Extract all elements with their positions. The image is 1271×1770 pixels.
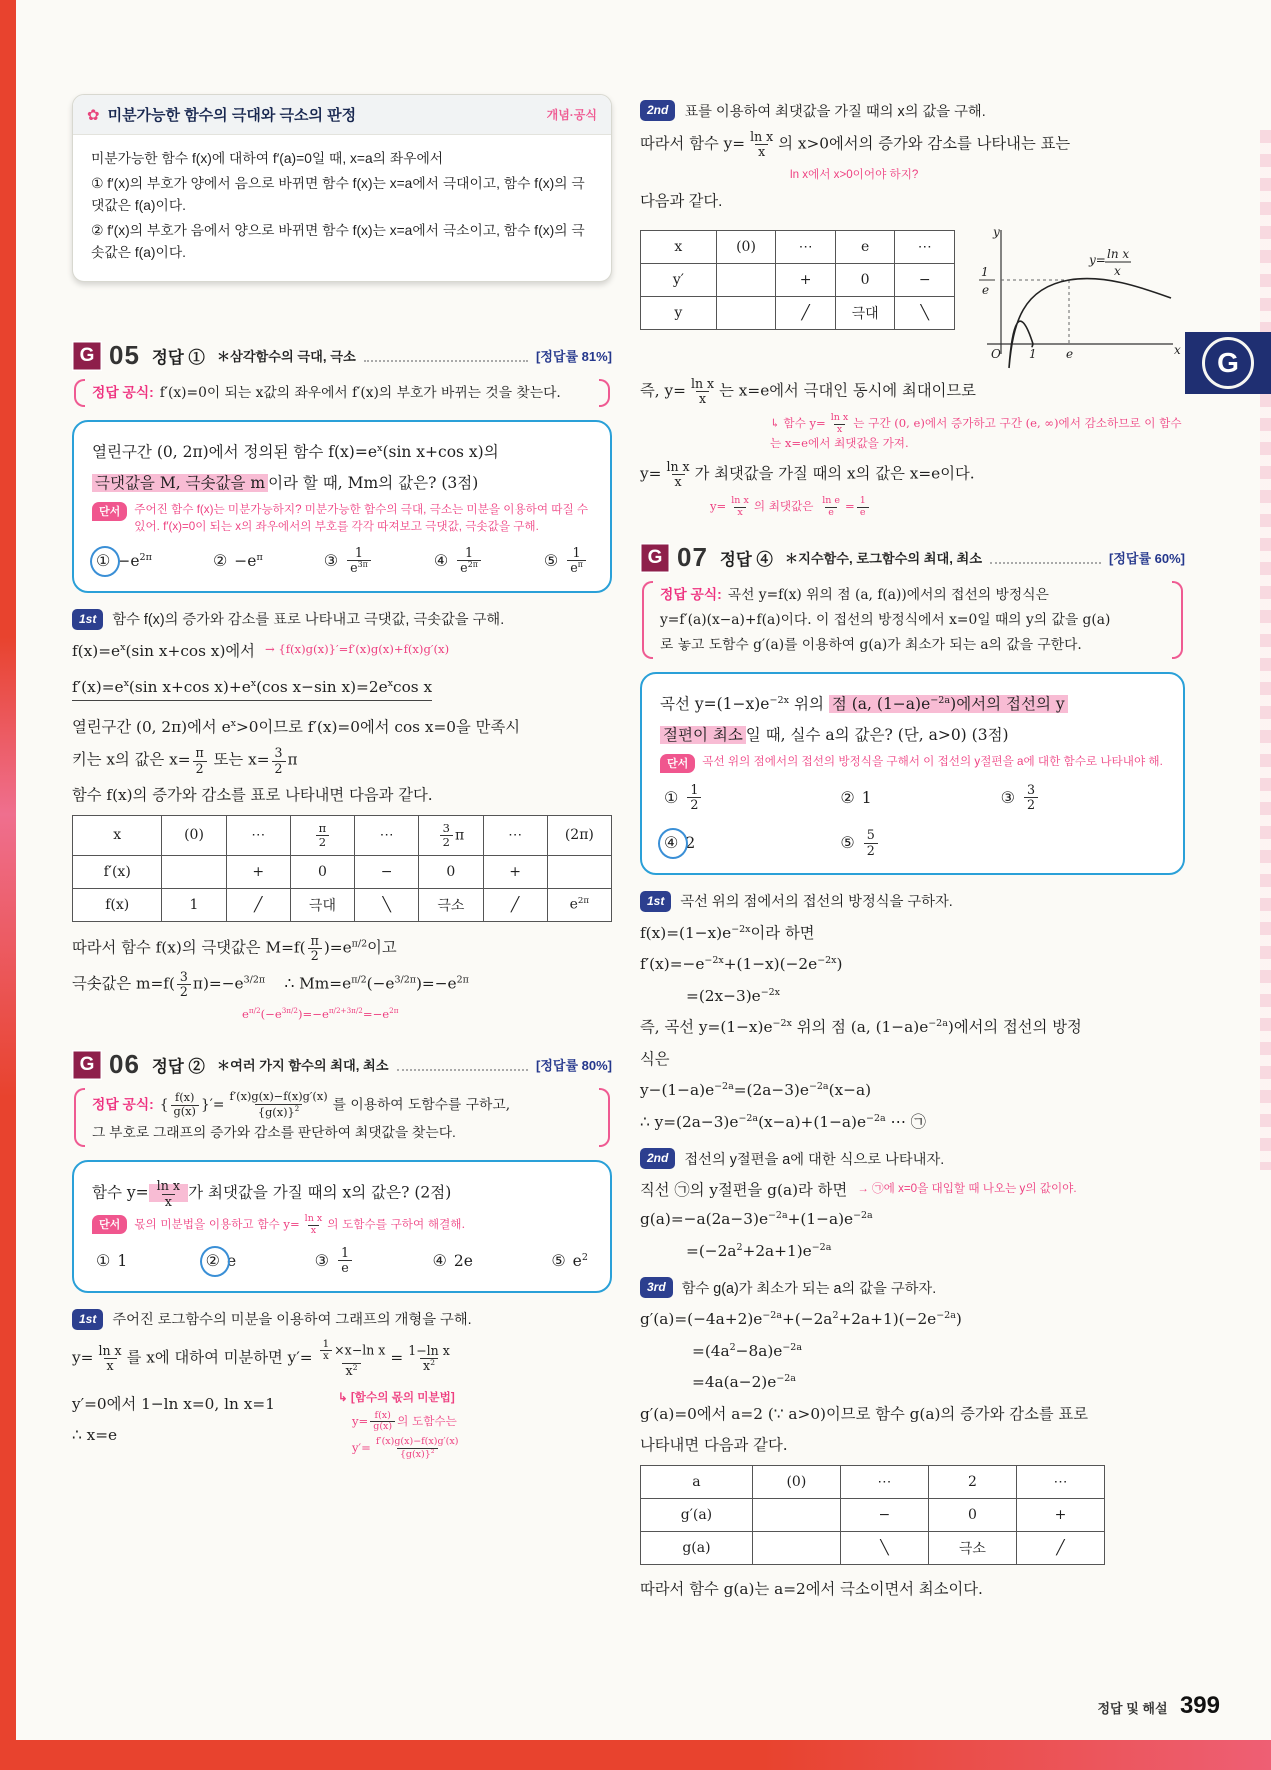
choice xyxy=(664,783,840,812)
step-1st-g05 xyxy=(72,609,612,630)
graph-curve-label-den: x xyxy=(1114,263,1121,278)
concept-intro: 미분가능한 함수 f(x)에 대하여 f′(a)=0일 때, x=a의 좌우에서 xyxy=(91,151,444,166)
equation: 따라서 함수 f(x)의 극댓값은 M=f( $\frac{\pi}{2}$ )$=e^{\pi/2}$이고 xyxy=(72,932,397,963)
formula-text: 그 부호로 그래프의 증가와 감소를 판단하여 최댓값을 찾는다. xyxy=(92,1125,456,1141)
graph-x-label: x xyxy=(1174,342,1181,357)
choice-value: $\frac{1}{2}$ xyxy=(685,783,703,812)
table-cell xyxy=(162,855,226,888)
table-cell: − xyxy=(840,1499,928,1532)
choice-number-circled: ① xyxy=(96,552,111,570)
graph-origin-label: O xyxy=(991,346,1001,361)
page-edge-bleed xyxy=(1260,130,1271,1170)
choice xyxy=(433,1251,473,1271)
answer-label: 정답 ① xyxy=(151,348,205,367)
step-badge: 1st xyxy=(72,1309,103,1330)
page-edge-left xyxy=(0,0,16,1770)
table-cell: f′(x) xyxy=(73,855,162,888)
step-1st-g06 xyxy=(72,1309,612,1330)
choice xyxy=(840,828,1000,857)
choices-g05 xyxy=(92,546,592,576)
g-badge: G xyxy=(72,341,102,371)
table-cell: 극대 xyxy=(835,296,895,329)
graph-curve-label-pre: y= xyxy=(1089,252,1106,267)
choice-number: ① xyxy=(664,789,679,807)
clue-badge: 단서 xyxy=(92,502,127,521)
table-cell: e xyxy=(835,230,895,263)
table-cell: − xyxy=(895,263,955,296)
answer-rate: [정답률 60%] xyxy=(1109,551,1185,567)
concept-box xyxy=(72,94,612,282)
choice-value: 2e xyxy=(453,1251,473,1270)
problem-header-g07 xyxy=(640,542,1185,573)
dotted-leader xyxy=(364,349,528,362)
choice xyxy=(551,1251,588,1271)
table-cell: $e^{2\pi}$ xyxy=(547,888,611,921)
problem-number: 05 xyxy=(109,340,140,371)
table-cell: − xyxy=(355,855,419,888)
choice-number: ② xyxy=(212,552,228,570)
lnx-over-x-graph xyxy=(971,222,1181,370)
table-cell: 0 xyxy=(928,1499,1016,1532)
solution-text: 함수 f(x)의 증가와 감소를 표로 나타내면 다음과 같다. xyxy=(72,785,433,804)
problem-line: 극댓값을 M, 극솟값을 m 이라 할 때, Mm의 값은? (3점) xyxy=(92,470,592,496)
equation: y= $\frac{\text{ln x}}{x}$ 를 x에 대하여 미분하면 y′= $\frac{1}{x}$ ×x−ln x $x^2$ = $\frac{\text{1−ln x}}{x^2}$ xyxy=(72,1337,450,1378)
formula-text: { $\frac{f(x)}{g(x)}$ }′= $\frac{f'(x)g(x)-f(x)g'(x)}{\{g(x)\}^2}$ 를 이용하여 도함수를 구하고, xyxy=(159,1090,511,1119)
choice xyxy=(1001,783,1161,812)
solution-text: 따라서 함수 g(a)는 a=2에서 극소이면서 최소이다. xyxy=(640,1580,983,1599)
equation: $f'(x)=e^x(\sin$ x+cos $x)+e^x(\cos$ x−sin $x)=2e^x\cos$ x xyxy=(72,675,432,701)
flower-icon: ✿ xyxy=(87,106,100,124)
equation: y′=0에서 1−ln x=0, ln x=1 xyxy=(72,1394,275,1413)
step-badge: 1st xyxy=(72,609,103,630)
equation: $y-(1-a)e^{-2a}=(2a-3)e^{-2a}(x-a)$ xyxy=(640,1081,872,1100)
margin-note: → {f(x)g(x)}′=f′(x)g(x)+f(x)g′(x) xyxy=(264,641,450,656)
equation: $=(2x-3)e^{-2x}$ xyxy=(686,986,781,1005)
table-cell: ⋯ xyxy=(895,230,955,263)
choice-number: ⑤ xyxy=(551,1252,566,1270)
choice xyxy=(213,551,263,571)
table-cell: ╱ xyxy=(776,296,836,329)
margin-note: ↳ 함수 y= $\frac{\text{ln x}}{x}$ 는 구간 (0, e)에서 증가하고 구간 (e, ∞)에서 감소하므로 이 함수는 x=e에서 최댓값을 가져. xyxy=(770,412,1182,451)
table-cell: ╱ xyxy=(226,888,290,921)
solution-text: 다음과 같다. xyxy=(640,193,723,211)
table-row xyxy=(73,888,612,921)
choice-value: $\frac{3}{2}$ xyxy=(1022,783,1040,812)
clue-text: 주어진 함수 f(x)는 미분가능하지? 미분가능한 함수의 극대, 극소는 미분을 이용하여 따질 수 있어. f′(x)=0이 되는 x의 좌우에서의 부호를 각각 따져보고 극댓값, 극솟값을 구해. xyxy=(134,503,589,534)
table-cell: (0) xyxy=(752,1466,840,1499)
table-cell: ╲ xyxy=(355,888,419,921)
choice xyxy=(96,1251,127,1271)
solution-with-note xyxy=(72,1385,612,1461)
table-cell: + xyxy=(226,855,290,888)
answer-formula-g07 xyxy=(640,581,1185,659)
dotted-leader xyxy=(397,1058,529,1071)
table-cell: g′(a) xyxy=(641,1499,753,1532)
step-text: 함수 g(a)가 최소가 되는 a의 값을 구하자. xyxy=(681,1280,937,1297)
choice-value: $-e^\pi$ xyxy=(234,551,263,570)
graph-y-label: y xyxy=(993,224,1000,239)
step-text: 접선의 y절편을 a에 대한 식으로 나타내자. xyxy=(684,1151,945,1168)
step-badge: 2nd xyxy=(640,100,675,121)
choice-value: 2 xyxy=(685,834,696,853)
problem-line: 곡선 $y=(1-x)e^{-2x}$ 위의 점 (a, $(1-a)e^{-2a}$)에서의 접선의 y xyxy=(660,691,1165,717)
solution-text: 나타내면 다음과 같다. xyxy=(640,1436,788,1454)
problem-box-g05 xyxy=(72,420,612,592)
choice-value: $\frac{1}{e}$ xyxy=(336,1246,354,1275)
choice-number: ③ xyxy=(314,1252,329,1270)
equation: $=(4a^2-8a)e^{-2a}$ xyxy=(692,1341,802,1360)
table-header-row xyxy=(641,1466,1105,1499)
table-cell: y′ xyxy=(641,263,717,296)
equation: $g'(a)=(-4a+2)e^{-2a}+(-2a^2+2a+1)(-2e^{-2a})$ xyxy=(640,1310,962,1329)
topic-label: ＊삼각함수의 극대, 극소 xyxy=(216,349,356,365)
choice xyxy=(324,546,373,576)
table-cell: + xyxy=(776,263,836,296)
table-cell xyxy=(752,1499,840,1532)
step-text: 주어진 로그함수의 미분을 이용하여 그래프의 개형을 구해. xyxy=(112,1312,472,1329)
graph-xe-label: e xyxy=(1066,346,1074,361)
solution-text: g′(a)=0에서 a=2 (∵ a>0)이므로 함수 g(a)의 증가와 감소를 표로 xyxy=(640,1404,1089,1423)
choice-number: ③ xyxy=(323,552,339,570)
equation: $f(x)=(1-x)e^{-2x}$이라 하면 xyxy=(640,923,815,942)
equation: $=4a(a-2)e^{-2a}$ xyxy=(692,1372,796,1392)
table-and-graph xyxy=(640,222,1185,370)
clue-row xyxy=(92,1214,592,1236)
answer-formula-g05 xyxy=(72,379,612,407)
table-cell xyxy=(547,855,611,888)
step-text: 곡선 위의 점에서의 접선의 방정식을 구하자. xyxy=(680,894,953,911)
graph-curve-label-num: ln x xyxy=(1107,246,1130,261)
choice-value: $e^2$ xyxy=(572,1251,588,1270)
step-text: 함수 f(x)의 증가와 감소를 표로 나타내고 극댓값, 극솟값을 구해. xyxy=(112,612,505,629)
answer-formula-g06 xyxy=(72,1088,612,1147)
table-cell: 0 xyxy=(419,855,483,888)
step-badge: 2nd xyxy=(640,1148,675,1169)
formula-text: f′(x)=0이 되는 x값의 좌우에서 f′(x)의 부호가 바뀌는 것을 찾는다. xyxy=(159,385,561,402)
table-cell: g(a) xyxy=(641,1532,753,1565)
page-edge-bottom xyxy=(0,1740,1271,1770)
equation: 극솟값은 m=f( $\frac{3}{2}$ $\pi)=-e^{3/2\pi}$ ∴ $Mm=e^{\pi/2}(-e^{3/2\pi})=-e^{2\pi}$ xyxy=(72,968,469,999)
step-2nd-g06 xyxy=(640,100,1185,121)
concept-title: 미분가능한 함수의 극대와 극소의 판정 xyxy=(107,107,357,124)
problem-header-g06 xyxy=(72,1049,612,1080)
choice-number: ① xyxy=(96,1252,111,1270)
choices-g06 xyxy=(92,1246,592,1275)
page-number: 399 xyxy=(1179,1692,1220,1719)
increase-decrease-table-g06 xyxy=(640,230,955,330)
equation: $f(x)=e^x(\sin$ x+cos x)에서 xyxy=(72,641,255,660)
right-column xyxy=(640,100,1185,1609)
choice-number: ④ xyxy=(432,1252,447,1270)
page-footer xyxy=(960,1692,1220,1720)
equation: $=(-2a^2+2a+1)e^{-2a}$ xyxy=(686,1241,832,1260)
topic-label: ＊지수함수, 로그함수의 최대, 최소 xyxy=(784,551,983,567)
choice-value: $\frac{5}{2}$ xyxy=(862,828,880,857)
problem-line: 절편이 최소 일 때, 실수 a의 값은? (단, a>0) (3점) xyxy=(660,722,1165,748)
solution-text: 즉, y= $\frac{\text{ln x}}{x}$ 는 x=e에서 극대인 동시에 최대이므로 xyxy=(640,375,976,406)
graph-frac-num: 1 xyxy=(981,264,989,279)
clue-text: 곡선 위의 점에서의 접선의 방정식을 구해서 이 접선의 y절편을 a에 대한 함수로 나타내야 해. xyxy=(702,755,1163,769)
dotted-leader xyxy=(990,551,1101,564)
choice xyxy=(315,1246,354,1275)
table-cell: ╲ xyxy=(840,1532,928,1565)
equation: ∴ $y=(2a-3)e^{-2a}(x-a)+(1-a)e^{-2a}$ ⋯ ㉠ xyxy=(640,1112,926,1131)
table-cell: 0 xyxy=(290,855,354,888)
formula-label: 정답 공식: xyxy=(92,385,154,401)
solution-text: y= $\frac{\text{ln x}}{x}$ 가 최댓값을 가질 때의 x의 값은 x=e이다. xyxy=(640,458,975,489)
solution-line xyxy=(640,1178,1185,1200)
solution-text: 즉, 곡선 $y=(1-x)e^{-2x}$ 위의 점 (a, $(1-a)e^{-2a}$)에서의 접선의 방정 xyxy=(640,1018,1082,1037)
table-cell: $\frac{3}{2}$ π xyxy=(419,816,483,856)
table-cell: f(x) xyxy=(73,888,162,921)
answer-label: 정답 ④ xyxy=(719,550,773,569)
choice-number: ② xyxy=(840,789,855,807)
choices-g07 xyxy=(660,783,1165,858)
table-cell: 극소 xyxy=(928,1532,1016,1565)
formula-text: y=f′(a)(x−a)+f(a)이다. 이 접선의 방정식에서 x=0일 때의 y의 값을 g(a) xyxy=(660,612,1111,629)
table-cell: (0) xyxy=(162,816,226,856)
table-cell: y xyxy=(641,296,717,329)
choice xyxy=(206,1251,237,1271)
choice-value: $\frac{1}{e^\pi}$ xyxy=(565,546,588,576)
table-cell: ⋯ xyxy=(483,816,547,856)
choice xyxy=(434,546,483,576)
solution-text: 따라서 함수 y= $\frac{\text{ln x}}{x}$ 의 x>0에서의 증가와 감소를 나타내는 표는 xyxy=(640,129,1071,160)
increase-decrease-table-g05 xyxy=(72,815,612,922)
table-row xyxy=(641,263,955,296)
equation: $g(a)=-a(2a-3)e^{-2a}+(1-a)e^{-2a}$ xyxy=(640,1210,873,1229)
table-cell: $\frac{\pi}{2}$ xyxy=(290,816,354,856)
equation: $f'(x)=-e^{-2x}+(1-x)(-2e^{-2x})$ xyxy=(640,955,843,974)
formula-label: 정답 공식: xyxy=(92,1096,154,1112)
problem-box-g07 xyxy=(640,672,1185,875)
tab-letter-text: G xyxy=(1217,347,1239,378)
table-row xyxy=(73,855,612,888)
g-badge: G xyxy=(640,543,670,573)
table-cell: ⋯ xyxy=(355,816,419,856)
table-cell: 극대 xyxy=(290,888,354,921)
section-tab-letter xyxy=(1202,337,1254,389)
concept-tag: 개념·공식 xyxy=(546,108,597,122)
solution-text: 식은 xyxy=(640,1049,670,1068)
concept-item-1: ① f′(x)의 부호가 양에서 음으로 바뀌면 함수 f(x)는 x=a에서 극대이고, 함수 f(x)의 극댓값은 f(a)이다. xyxy=(91,176,585,214)
problem-box-g06 xyxy=(72,1160,612,1292)
concept-item-2: ② f′(x)의 부호가 음에서 양으로 바뀌면 함수 f(x)는 x=a에서 극소이고, 함수 f(x)의 극솟값은 f(a)이다. xyxy=(91,223,585,261)
choice xyxy=(664,828,840,857)
table-row xyxy=(641,1499,1105,1532)
answer-label: 정답 ② xyxy=(151,1057,205,1076)
clue-row xyxy=(660,753,1165,773)
increase-decrease-table-g07 xyxy=(640,1465,1105,1565)
clue-badge: 단서 xyxy=(660,754,695,773)
formula-label: 정답 공식: xyxy=(660,587,722,603)
graph-x1-label: 1 xyxy=(1029,346,1037,361)
choice-number: ③ xyxy=(1000,789,1016,807)
note-line: y= $\frac{f(x)}{g(x)}$ 의 도함수는 xyxy=(352,1409,457,1433)
step-text: 표를 이용하여 최댓값을 가질 때의 x의 값을 구해. xyxy=(684,103,986,120)
choice-number-circled: ④ xyxy=(664,835,679,853)
choice-value: e xyxy=(227,1251,237,1270)
table-row xyxy=(641,296,955,329)
table-cell: + xyxy=(1016,1499,1104,1532)
table-cell xyxy=(716,263,776,296)
table-cell: 극소 xyxy=(419,888,483,921)
topic-label: ＊여러 가지 함수의 최대, 최소 xyxy=(216,1058,389,1074)
problem-number: 06 xyxy=(109,1049,140,1080)
table-cell: (2π) xyxy=(547,816,611,856)
table-cell: ⋯ xyxy=(840,1466,928,1499)
problem-number: 07 xyxy=(677,542,708,573)
choice xyxy=(840,783,1000,812)
choice xyxy=(96,551,152,571)
footer-label: 정답 및 해설 xyxy=(1097,1701,1168,1716)
table-cell xyxy=(716,296,776,329)
table-header-row xyxy=(73,816,612,856)
table-cell xyxy=(752,1532,840,1565)
choice xyxy=(544,546,588,576)
margin-note: ln x에서 x>0이어야 하지? xyxy=(790,168,919,182)
step-badge: 1st xyxy=(640,891,671,912)
choice-value: 1 xyxy=(861,788,872,807)
solution-text: 직선 ㉠의 y절편을 g(a)라 하면 xyxy=(640,1181,848,1200)
problem-header-g05 xyxy=(72,340,612,371)
concept-header xyxy=(73,95,611,135)
quotient-rule-note xyxy=(338,1389,463,1461)
answer-rate: [정답률 80%] xyxy=(536,1058,612,1074)
table-header-row xyxy=(641,230,955,263)
clue-badge: 단서 xyxy=(92,1215,127,1234)
problem-line: 함수 y= $\frac{\text{ln x}}{x}$ 가 최댓값을 가질 때의 x의 값은? (2점) xyxy=(92,1178,452,1209)
table-cell: ⋯ xyxy=(776,230,836,263)
choice-value: $\frac{1}{e^{2\pi}}$ xyxy=(455,546,483,576)
table-cell: ╱ xyxy=(483,888,547,921)
equation: 키는 x의 값은 x= $\frac{\pi}{2}$ 또는 x= $\frac{3}{2}$ π xyxy=(72,745,298,776)
table-cell: 1 xyxy=(162,888,226,921)
clue-text: 몫의 미분법을 이용하고 함수 y= $\frac{\text{ln x}}{x}$ 의 도함수를 구하여 해결해. xyxy=(134,1212,466,1236)
equation: ∴ x=e xyxy=(72,1426,118,1445)
solution-text: 열린구간 (0, 2π)에서 $e^x>0$이므로 f′(x)=0에서 cos x=0을 만족시 xyxy=(72,717,521,736)
solution-line xyxy=(72,639,612,661)
table-cell: x xyxy=(641,230,717,263)
step-1st-g07 xyxy=(640,891,1185,912)
table-cell: ╲ xyxy=(895,296,955,329)
choice-value: $\frac{1}{e^{3\pi}}$ xyxy=(345,546,373,576)
section-tab xyxy=(1185,332,1271,394)
step-2nd-g07 xyxy=(640,1148,1185,1169)
table-cell: x xyxy=(73,816,162,856)
answer-rate: [정답률 81%] xyxy=(536,349,612,365)
note-title: ↳ [함수의 몫의 미분법] xyxy=(338,1390,455,1404)
concept-body xyxy=(73,135,611,281)
choice-number: ④ xyxy=(433,552,449,570)
choice-number: ⑤ xyxy=(840,835,855,853)
margin-note: → ㉠에 x=0을 대입할 때 나오는 y의 값이야. xyxy=(857,1182,1077,1196)
choice-value: $-e^{2\pi}$ xyxy=(117,551,152,570)
formula-text: 곡선 y=f(x) 위의 점 (a, f(a))에서의 접선의 방정식은 xyxy=(727,587,1049,604)
table-cell: (0) xyxy=(716,230,776,263)
clue-row xyxy=(92,501,592,536)
note-line: y′= $\frac{f'(x)g(x)-f(x)g'(x)}{\{g(x)\}^2}$ xyxy=(352,1436,459,1460)
table-cell: 2 xyxy=(928,1466,1016,1499)
table-cell: + xyxy=(483,855,547,888)
graph-frac-den: e xyxy=(982,282,990,297)
problem-line: 열린구간 (0, 2π)에서 정의된 함수 $f(x)=e^x(\sin$ x+cos x)의 xyxy=(92,443,499,462)
table-cell: 0 xyxy=(835,263,895,296)
choice-number-circled: ② xyxy=(205,1252,220,1270)
formula-text: 로 놓고 도함수 g′(a)를 이용하여 g(a)가 최소가 되는 a의 값을 구한다. xyxy=(660,637,1082,654)
g-badge: G xyxy=(72,1050,102,1080)
step-3rd-g07 xyxy=(640,1277,1185,1298)
table-cell: ╱ xyxy=(1016,1532,1104,1565)
table-row xyxy=(641,1532,1105,1565)
choice-value: 1 xyxy=(117,1251,128,1270)
table-cell: a xyxy=(641,1466,753,1499)
margin-note: $e^{\pi/2}(-e^{3\pi/2})=-e^{\pi/2+3\pi/2}=-e^{2\pi}$ xyxy=(242,1006,399,1021)
table-cell: ⋯ xyxy=(226,816,290,856)
margin-note: y= $\frac{\text{ln x}}{x}$ 의 최댓값은 $\frac{\text{ln e}}{e}$ = $\frac{1}{e}$ xyxy=(710,496,1185,518)
choice-number: ⑤ xyxy=(543,552,559,570)
left-column xyxy=(72,94,612,1461)
table-cell: ⋯ xyxy=(1016,1466,1104,1499)
step-badge: 3rd xyxy=(640,1277,673,1298)
